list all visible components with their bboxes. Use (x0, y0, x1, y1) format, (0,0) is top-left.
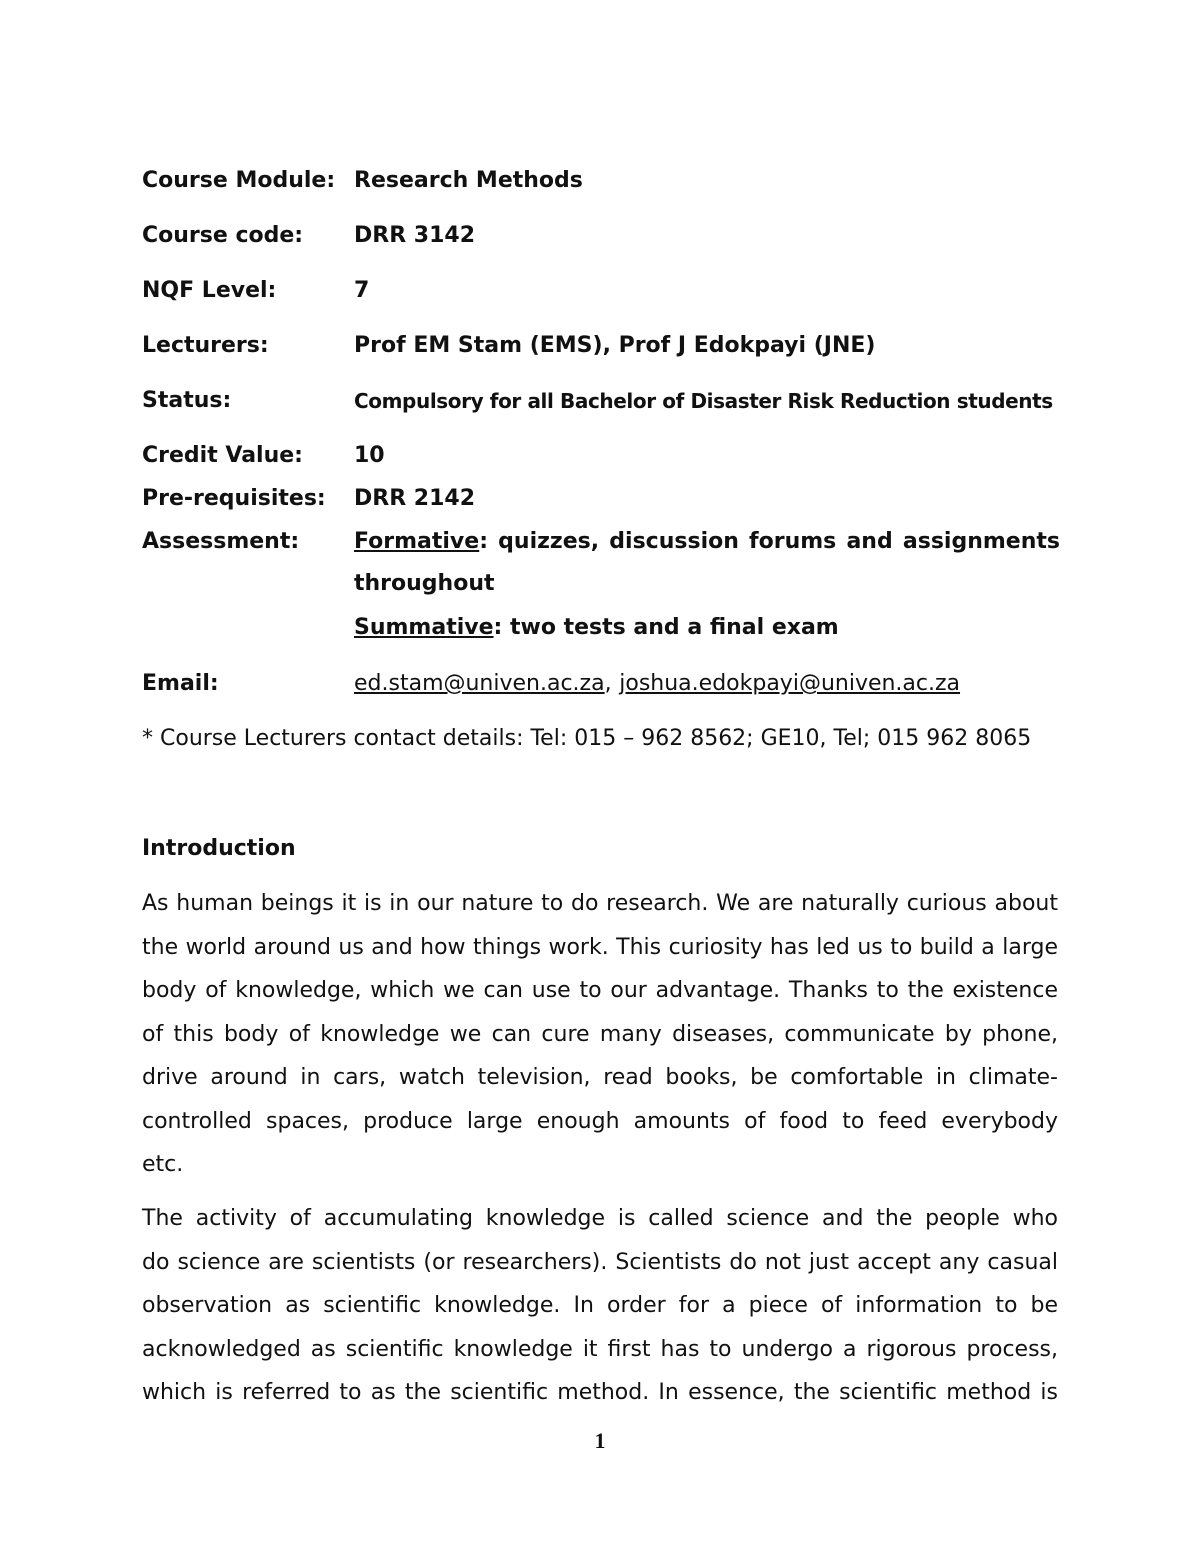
field-label: Status: (142, 388, 232, 413)
field-value: Research Methods (354, 168, 583, 193)
field-value: Compulsory for all Bachelor of Disaster Risk Reduction students (354, 389, 1053, 413)
paragraph-line: As human beings it is in our nature to do research. We are naturally curious about (142, 891, 1058, 916)
field-label: Lecturers: (142, 333, 269, 358)
paragraph-line: The activity of accumulating knowledge is called science and the people who (142, 1206, 1058, 1231)
paragraph-line: of this body of knowledge we can cure many diseases, communicate by phone, (142, 1021, 1058, 1047)
formative-line (354, 527, 1060, 557)
intro-paragraph-1 (142, 882, 1058, 1187)
formative-line-2: throughout (354, 571, 495, 596)
field-value: Prof EM Stam (EMS), Prof J Edokpayi (JNE) (354, 333, 876, 358)
field-assessment (142, 527, 1060, 647)
field-label: Course code: (142, 223, 304, 248)
contact-details-note: * Course Lecturers contact details: Tel: 015 – 962 8562; GE10, Tel; 015 962 8065 (142, 726, 1032, 751)
field-label: Credit Value: (142, 443, 303, 468)
field-value: DRR 2142 (354, 486, 476, 511)
field-label: NQF Level: (142, 278, 277, 303)
summative-text: : two tests and a final exam (493, 615, 839, 640)
paragraph-line: body of knowledge, which we can use to our advantage. Thanks to the existence (142, 978, 1058, 1003)
email-link-stam[interactable]: ed.stam@univen.ac.za (354, 671, 605, 696)
paragraph-line: which is referred to as the scientific method. In essence, the scientific method is (142, 1380, 1058, 1405)
paragraph-line: acknowledged as scientific knowledge it first has to undergo a rigorous process, (142, 1336, 1058, 1362)
email-separator: , (604, 671, 612, 696)
field-value: DRR 3142 (354, 223, 476, 248)
field-label: Assessment: (142, 529, 300, 554)
summative-label: Summative (354, 615, 494, 640)
paragraph-line: observation as scientific knowledge. In order for a piece of information to be (142, 1293, 1058, 1318)
paragraph-line: do science are scientists (or researchers). Scientists do not just accept any casual (142, 1249, 1058, 1275)
section-heading-introduction: Introduction (142, 836, 296, 861)
page-number: 1 (594, 1428, 606, 1453)
paragraph-line: controlled spaces, produce large enough amounts of food to feed everybody (142, 1108, 1058, 1134)
field-value: 10 (354, 443, 385, 468)
formative-label: Formative (354, 529, 480, 554)
paragraph-line: drive around in cars, watch television, read books, be comfortable in climate- (142, 1065, 1058, 1090)
formative-text: : quizzes, discussion forums and assignments (479, 529, 1060, 554)
paragraph-line: etc. (142, 1152, 184, 1177)
field-value: 7 (354, 278, 370, 303)
field-label: Course Module: (142, 168, 336, 193)
summative-line (354, 613, 1060, 643)
assessment-details (354, 527, 1060, 647)
email-link-edokpayi[interactable]: joshua.edokpayi@univen.ac.za (619, 671, 961, 696)
field-label: Email: (142, 671, 219, 696)
email-values (354, 669, 1060, 699)
intro-paragraph-2 (142, 1197, 1058, 1415)
field-label: Pre-requisites: (142, 486, 326, 511)
paragraph-line: the world around us and how things work. This curiosity has led us to build a large (142, 934, 1058, 960)
